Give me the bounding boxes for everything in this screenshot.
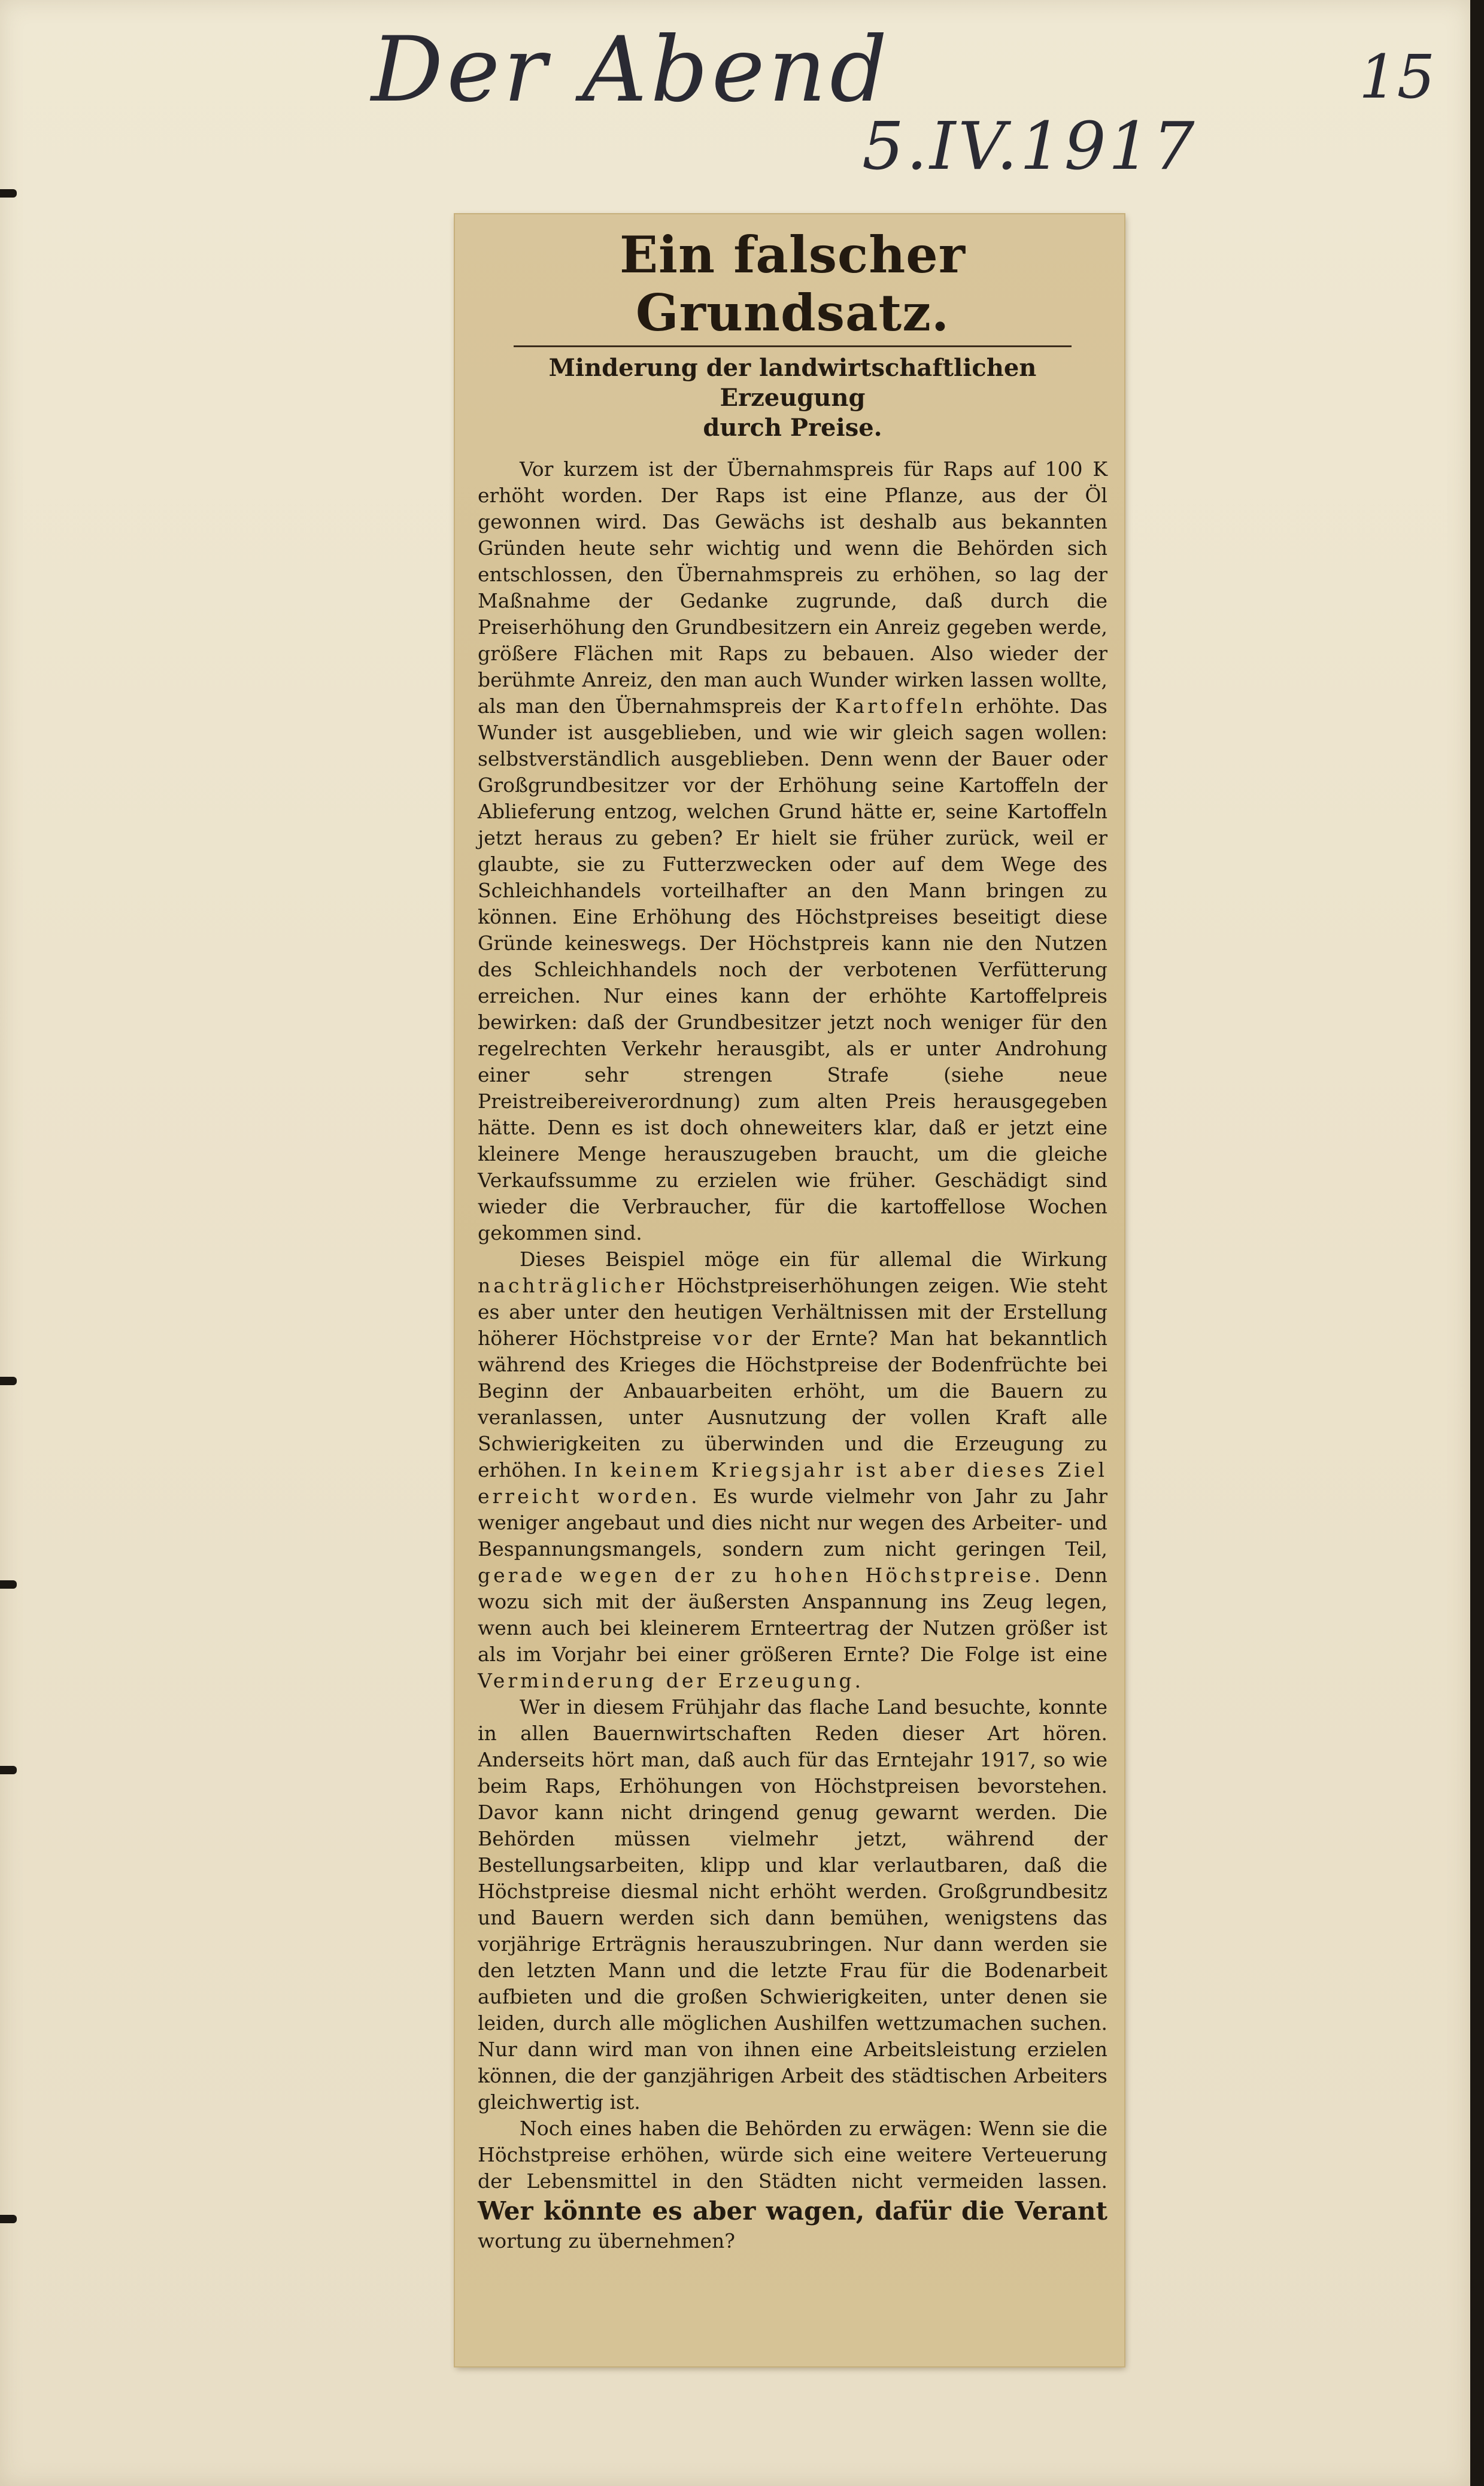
paragraph-4-large-type: Wer könnte es aber wagen, dafür die Verant xyxy=(478,2196,1107,2226)
article-headline: Ein falscher Grundsatz. xyxy=(620,225,966,342)
paragraph-2-text-b: Höchstpreiserhöhungen zeigen. Wie steht es aber unter den heutigen Verhältnissen mit der Erstellung höherer Höchstpreise xyxy=(478,1274,1107,1350)
paragraph-2-emphasis-4: gerade wegen der zu hohen Höchstpreise. xyxy=(478,1564,1043,1587)
folio-number: 15 xyxy=(1359,42,1436,112)
binding-hole xyxy=(0,1580,17,1589)
paragraph-2-text-d: Es wurde vielmehr von Jahr zu Jahr weniger angebaut und dies nicht nur wegen des Arbeiter- und Bespannungsmangels, sondern zum nicht geringen Teil, xyxy=(478,1485,1107,1561)
paragraph-2-text-e: Denn wozu sich mit der äußersten Anspannung ins Zeug legen, wenn auch bei kleinerem Ernteertrag der Nutzen größer ist als im Vorjahr bei einer größeren Ernte? Die Folge ist eine xyxy=(478,1564,1107,1667)
clipping-content xyxy=(478,226,1107,2254)
paragraph-2 xyxy=(478,1246,1107,1694)
paragraph-3: Wer in diesem Frühjahr das flache Land besuchte, konnte in allen Bauernwirtschaften Reden dieser Art hören. Anderseits hört man, daß auch für das Erntejahr 1917, so wie beim Raps, Erhöhungen von Höchstpreisen bevorstehen. Davor kann nicht dringend genug gewarnt werden. Die Behörden müssen vielmehr jetzt, während der Bestellungsarbeiten, klipp und klar verlautbaren, daß die Höchstpreise diesmal nicht erhöht werden. Großgrundbesitz und Bauern werden sich dann bemühen, wenigstens das vorjährige Erträgnis herauszubringen. Nur dann werden sie den letzten Mann und die letzte Frau für die Bodenarbeit aufbieten und die großen Schwierigkeiten, unter denen sie leiden, durch alle möglichen Aushilfen wettzumachen suchen. Nur dann wird man von ihnen eine Arbeitsleistung erzielen können, die der ganzjährigen Arbeit des städtischen Arbeiters gleichwertig ist. xyxy=(478,1695,1107,2114)
paragraph-1-text-b: erhöhte. Das Wunder ist ausgeblieben, und wie wir gleich sagen wollen: selbstverständlich ausgeblieben. Denn wenn der Bauer oder Großgrundbesitzer vor der Erhöhung seine Kartoffeln der Ablieferung entzog, welchen Grund hätte er, seine Kartoffeln jetzt heraus zu geben? Er hielt sie früher zurück, weil er glaubte, sie zu Futterzwecken oder auf dem Wege des Schleichhandels vorteilhafter an den Mann bringen zu können. Eine Erhöhung des Höchstpreises beseitigt diese Gründe keineswegs. Der Höchstpreis kann nie den Nutzen des Schleichhandels noch der verbotenen Verfütterung erreichen. Nur eines kann der erhöhte Kartoffelpreis bewirken: daß der Grundbesitzer jetzt noch weniger für den regelrechten Verkehr herausgibt, als er unter Androhung einer sehr strengen Strafe (siehe neue Preistreibereiverordnung) zum alten Preis herausgegeben hätte. Denn es ist doch ohneweiters klar, daß er jetzt eine kleinere Menge herauszugeben braucht, um die gleiche Verkaufssumme zu erzielen wie früher. Geschädigt sind wieder die Verbraucher, für die kartoffellose Wochen gekommen sind. xyxy=(478,694,1107,1245)
paragraph-1-emphasis: Kartoffeln xyxy=(834,694,966,718)
binding-hole xyxy=(0,2215,17,2223)
paragraph-1 xyxy=(478,456,1107,1246)
newspaper-clipping xyxy=(455,214,1124,2366)
paragraph-2-text-a: Dieses Beispiel möge ein für allemal die Wirkung xyxy=(520,1247,1107,1271)
paragraph-2-emphasis-3: In keinem Kriegsjahr ist aber dieses Ziel erreicht worden. xyxy=(478,1458,1107,1508)
binding-hole xyxy=(0,1766,17,1774)
binding-hole xyxy=(0,1377,17,1385)
headline-rule xyxy=(514,345,1072,347)
paragraph-2-emphasis-5: Verminderung der Erzeugung. xyxy=(478,1669,864,1693)
paragraph-2-text-c: der Ernte? Man hat bekanntlich während des Krieges die Höchstpreise der Bodenfrüchte bei Beginn der Anbauarbeiten erhöht, um die Bauern zu veranlassen, unter Ausnutzung der vollen Kraft alle Schwierigkeiten zu überwinden und die Erzeugung zu erhöhen. xyxy=(478,1327,1107,1482)
handwritten-date: 5.IV.1917 xyxy=(862,108,1197,184)
paragraph-1-text-a: Vor kurzem ist der Übernahmspreis für Raps auf 100 K erhöht worden. Der Raps ist eine Pflanze, aus der Öl gewonnen wird. Das Gewächs ist deshalb aus bekannten Gründen heute sehr wichtig und wenn die Behörden sich entschlossen, den Übernahmspreis zu erhöhen, so lag der Maßnahme der Gedanke zugrunde, daß durch die Preiserhöhung den Grundbesitzern ein Anreiz gegeben werde, größere Flächen mit Raps zu bebauen. Also wieder der berühmte Anreiz, den man auch Wunder wirken lassen wollte, als man den Übernahmspreis der xyxy=(478,457,1107,718)
article-body xyxy=(478,456,1107,2254)
paragraph-2-emphasis-1: nachträglicher xyxy=(478,1274,667,1298)
paragraph-2-emphasis-2: vor xyxy=(713,1327,755,1350)
paragraph-4 xyxy=(478,2115,1107,2254)
paragraph-4-text-b: wortung zu übernehmen? xyxy=(478,2229,735,2253)
paragraph-4-text-a: Noch eines haben die Behörden zu erwägen: Wenn sie die Höchstpreise erhöhen, würde sich eine weitere Verteuerung der Lebensmittel in den Städten nicht vermeiden lassen. xyxy=(478,2117,1107,2193)
binding-hole xyxy=(0,189,17,198)
handwritten-publication: Der Abend xyxy=(371,18,891,122)
subheadline-line-2: durch Preise. xyxy=(703,414,882,442)
article-subheadline xyxy=(478,353,1107,443)
subheadline-line-1: Minderung der landwirtschaftlichen Erzeugung xyxy=(548,354,1037,412)
